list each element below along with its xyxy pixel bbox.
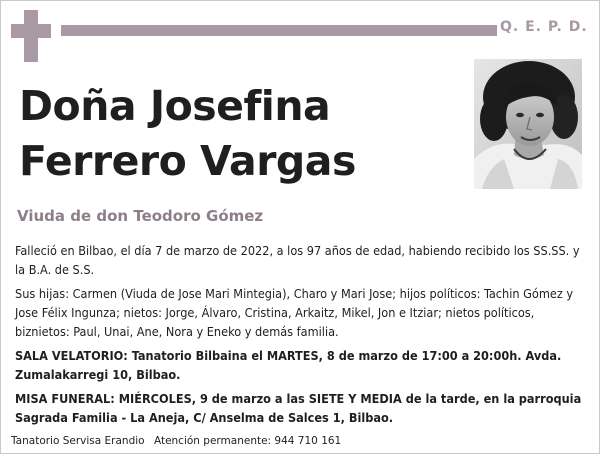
wake-details: SALA VELATORIO: Tanatorio Bilbaina el MARTES, 8 de marzo de 17:00 a 20:00h. Avda. Zumalakarregi 10, Bilbao. <box>15 348 562 382</box>
death-announcement: Falleció en Bilbao, el día 7 de marzo de 2022, a los 97 años de edad, habiendo recibido los SS.SS. y la B.A. de S.S. <box>15 243 580 277</box>
obituary-body <box>15 241 587 432</box>
cross-icon <box>11 10 51 62</box>
header-bar <box>61 25 497 36</box>
funeral-mass-details: MISA FUNERAL: MIÉRCOLES, 9 de marzo a las SIETE Y MEDIA de la tarde, en la parroquia Sagrada Familia - La Aneja, C/ Anselma de Salces 1, Bilbao. <box>15 391 582 425</box>
footer <box>11 435 591 447</box>
name-line-1: Doña Josefina <box>19 82 331 130</box>
service-phone: Atención permanente: 944 710 161 <box>153 435 342 447</box>
funeral-home-name: Tanatorio Servisa Erandio <box>11 435 145 447</box>
portrait-photo <box>474 59 582 189</box>
family-list: Sus hijas: Carmen (Viuda de Jose Mari Mintegia), Charo y Mari Jose; hijos políticos: Tachin Gómez y Jose Félix Ingunza; nietos: Jorge, Álvaro, Cristina, Arkaitz, Mikel, Jon e Itziar; nietos políticos, biznietos: Paul, Unai, Ane, Nora y Eneko y demás familia. <box>15 286 574 339</box>
widow-subtitle: Viuda de don Teodoro Gómez <box>17 207 264 225</box>
qepd-label: Q. E. P. D. <box>500 19 588 35</box>
deceased-name <box>19 79 459 189</box>
name-line-2: Ferrero Vargas <box>19 137 356 185</box>
portrait-image <box>474 59 582 189</box>
